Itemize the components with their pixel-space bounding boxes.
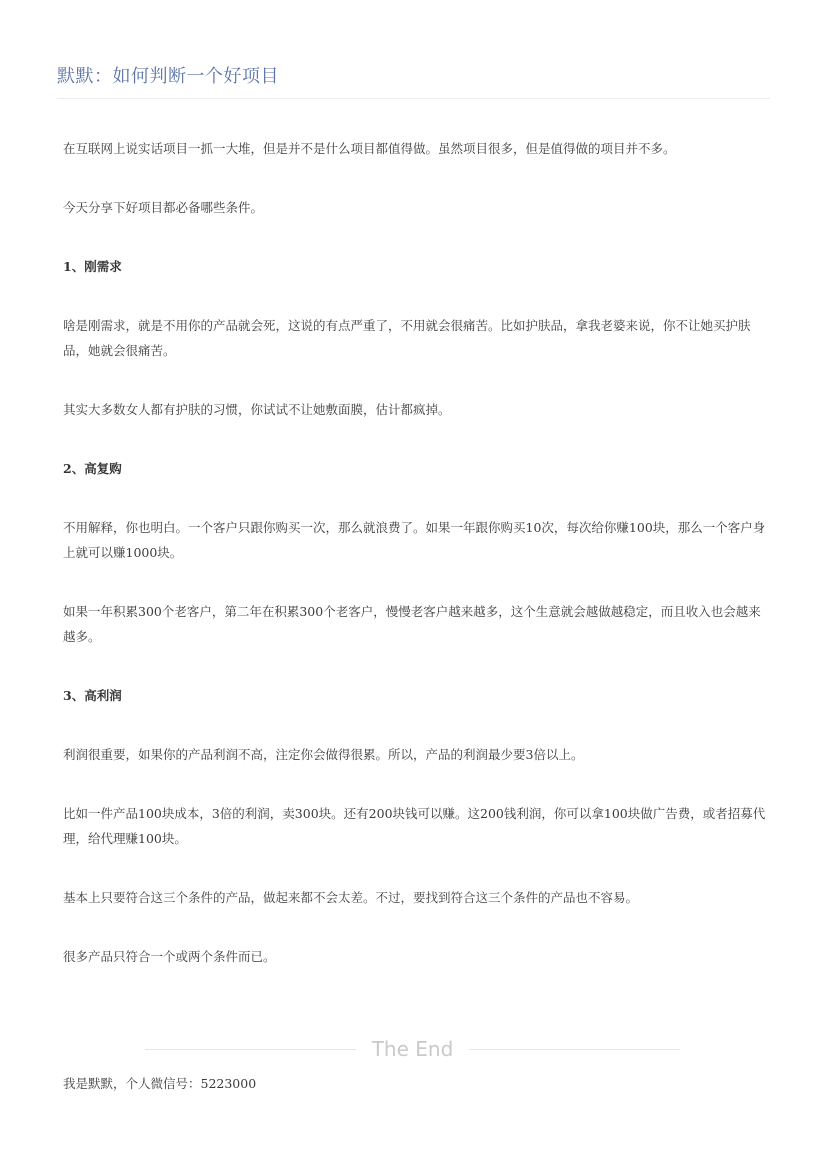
end-divider [145,1034,680,1064]
section-paragraph: 基本上只要符合这三个条件的产品，做起来都不会太差。不过，要找到符合这三个条件的产品也不容易。 [63,890,639,905]
intro-paragraph: 在互联网上说实话项目一抓一大堆，但是并不是什么项目都值得做。虽然项目很多，但是值得做的项目并不多。 [63,141,676,156]
section-paragraph: 很多产品只符合一个或两个条件而已。 [63,949,276,964]
section-heading: 2、高复购 [63,461,122,476]
article-body [63,136,768,1003]
end-divider-line-left [145,1049,356,1050]
section-paragraph: 啥是刚需求，就是不用你的产品就会死，这说的有点严重了，不用就会很痛苦。比如护肤品，拿我老婆来说，你不让她买护肤品，她就会很痛苦。 [63,318,751,358]
section-paragraph: 利润很重要，如果你的产品利润不高，注定你会做得很累。所以，产品的利润最少要3倍以上。 [63,747,584,762]
section-paragraph: 比如一件产品100块成本，3倍的利润，卖300块。还有200块钱可以赚。这200钱利润，你可以拿100块做广告费，或者招募代理，给代理赚100块。 [63,806,766,846]
end-label: The End [371,1037,454,1061]
section-heading: 3、高利润 [63,688,122,703]
title-divider [57,98,770,99]
section-heading: 1、刚需求 [63,259,122,274]
section-paragraph: 如果一年积累300个老客户，第二年在积累300个老客户，慢慢老客户越来越多，这个生意就会越做越稳定，而且收入也会越来越多。 [63,604,761,644]
section-paragraph: 其实大多数女人都有护肤的习惯，你试试不让她敷面膜，估计都疯掉。 [63,402,451,417]
page-title: 默默：如何判断一个好项目 [57,66,279,87]
section-paragraph: 不用解释，你也明白。一个客户只跟你购买一次，那么就浪费了。如果一年跟你购买10次，每次给你赚100块，那么一个客户身上就可以赚1000块。 [63,520,766,560]
intro-paragraph: 今天分享下好项目都必备哪些条件。 [63,200,264,215]
author-footer: 我是默默，个人微信号：5223000 [63,1076,257,1091]
end-divider-line-right [469,1049,680,1050]
